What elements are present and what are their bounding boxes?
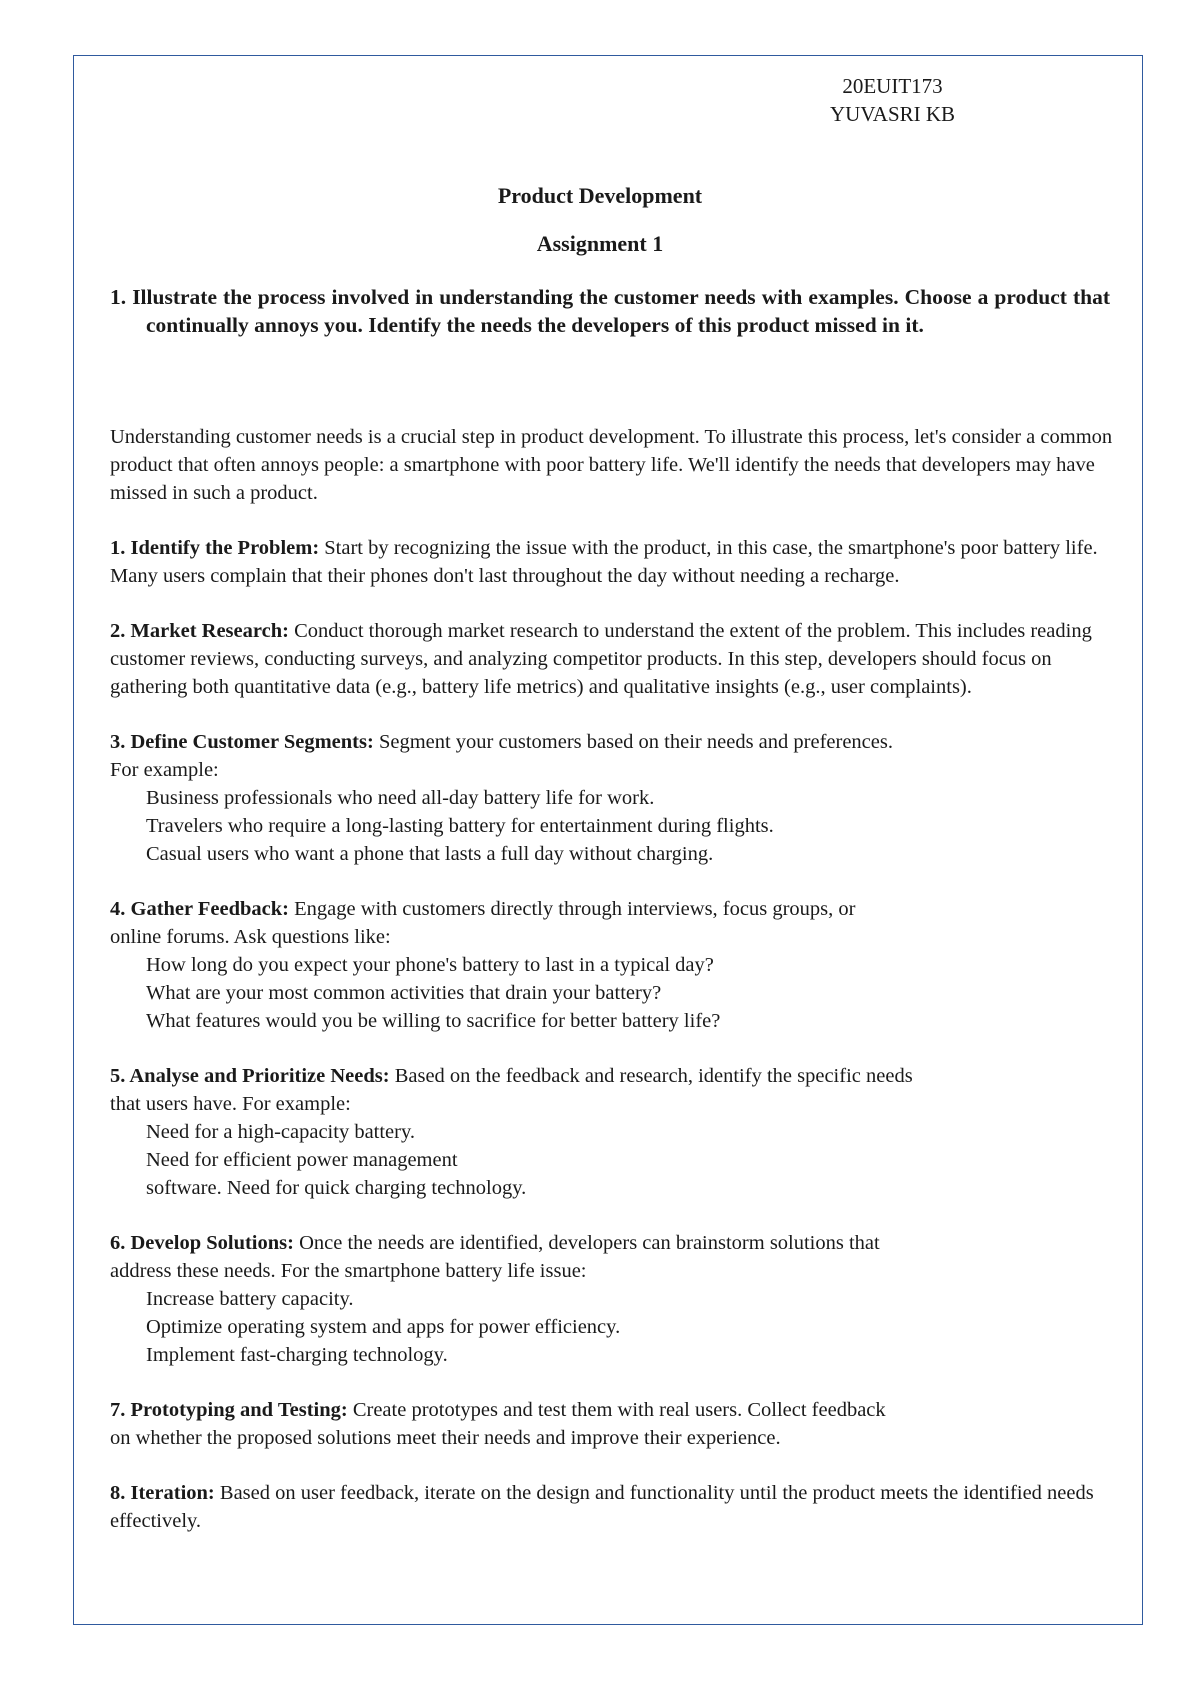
step-lead: on whether the proposed solutions meet their needs and improve their experience. (110, 1427, 781, 1449)
step-paragraph (110, 728, 1130, 868)
list-item: Need for efficient power management (146, 1149, 458, 1171)
question-text: 1. Illustrate the process involved in understanding the customer needs with examples. Choose a product that continually annoys you. Identify the needs the developers of this product missed in it. (110, 285, 1110, 337)
list-item: Increase battery capacity. (146, 1288, 354, 1310)
list-item: Implement fast-charging technology. (146, 1344, 448, 1366)
step-heading: 4. Gather Feedback: (110, 898, 289, 920)
step-text: Once the needs are identified, developers can brainstorm solutions that (293, 1232, 880, 1254)
step-text: Create prototypes and test them with real users. Collect feedback (347, 1399, 886, 1421)
step-lead: For example: (110, 759, 219, 781)
author-header (830, 72, 955, 128)
step-heading: 6. Develop Solutions: (110, 1232, 294, 1254)
list-item: How long do you expect your phone's battery to last in a typical day? (146, 954, 714, 976)
list-item: Need for a high-capacity battery. (146, 1121, 416, 1143)
list-item: What are your most common activities that drain your battery? (146, 982, 662, 1004)
step-paragraph (110, 1396, 1130, 1452)
step-heading: 5. Analyse and Prioritize Needs: (110, 1065, 390, 1087)
list-item: Optimize operating system and apps for power efficiency. (146, 1316, 621, 1338)
step-text: Conduct thorough market research to understand the extent of the problem. This includes reading customer reviews, conducting surveys, and analyzing competitor products. In this step, developers should focus on gathering both quantitative data (e.g., battery life metrics) and qualitative insights (e.g., user complaints). (110, 620, 1092, 698)
step-text: Based on user feedback, iterate on the design and functionality until the product meets the identified needs effectively. (110, 1482, 1094, 1532)
step-text: Based on the feedback and research, identify the specific needs (389, 1065, 913, 1087)
step-heading: 2. Market Research: (110, 620, 289, 642)
step-text: Segment your customers based on their needs and preferences. (373, 731, 893, 753)
document-title: Product Development (497, 183, 703, 208)
step-lead: address these needs. For the smartphone battery life issue: (110, 1260, 587, 1282)
step-paragraph (110, 1229, 1130, 1369)
step-heading: 8. Iteration: (110, 1482, 215, 1504)
document-body (110, 423, 1130, 1535)
list-item: software. Need for quick charging technology. (146, 1177, 527, 1199)
list-item: What features would you be willing to sacrifice for better battery life? (146, 1010, 721, 1032)
step-lead: online forums. Ask questions like: (110, 926, 391, 948)
step-paragraph (110, 895, 1130, 1035)
step-lead: that users have. For example: (110, 1093, 351, 1115)
student-name: YUVASRI KB (830, 102, 956, 126)
student-id: 20EUIT173 (842, 74, 943, 98)
document-subtitle: Assignment 1 (536, 231, 664, 256)
list-item: Casual users who want a phone that lasts a full day without charging. (146, 843, 714, 865)
step-paragraph (110, 1479, 1130, 1535)
step-paragraph (110, 534, 1130, 590)
step-paragraph (110, 617, 1130, 701)
list-item: Travelers who require a long-lasting battery for entertainment during flights. (146, 815, 774, 837)
step-text: Start by recognizing the issue with the product, in this case, the smartphone's poor battery life. Many users complain that their phones don't last throughout the day without needing a recharge. (110, 537, 1098, 587)
list-item: Business professionals who need all-day battery life for work. (146, 787, 655, 809)
step-heading: 7. Prototyping and Testing: (110, 1399, 348, 1421)
step-heading: 3. Define Customer Segments: (110, 731, 374, 753)
intro-paragraph: Understanding customer needs is a crucial step in product development. To illustrate this process, let's consider a common product that often annoys people: a smartphone with poor battery life. We'll identify the needs that developers may have missed in such a product. (110, 426, 1113, 504)
step-paragraph (110, 1062, 1130, 1202)
step-text: Engage with customers directly through interviews, focus groups, or (288, 898, 856, 920)
step-heading: 1. Identify the Problem: (110, 537, 320, 559)
